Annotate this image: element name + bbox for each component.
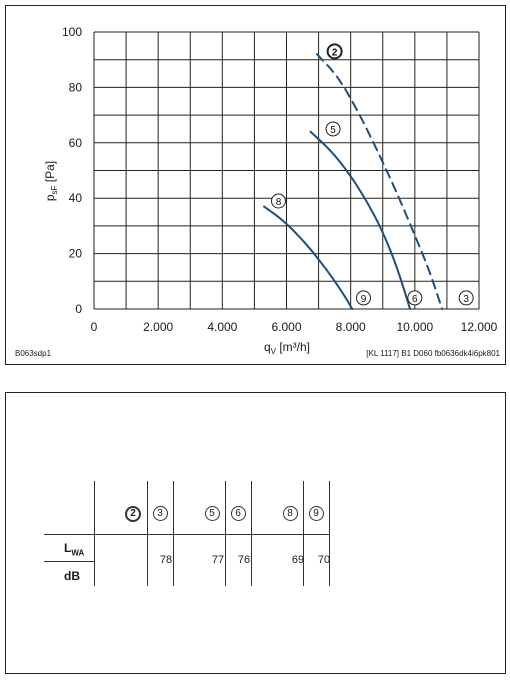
curve-label-text: 8 bbox=[275, 196, 282, 208]
table-header-2 bbox=[125, 503, 141, 522]
curve-label-2 bbox=[328, 44, 342, 58]
x-tick-label: 6.000 bbox=[271, 320, 302, 334]
axis-ticks bbox=[62, 25, 498, 334]
x-tick-label: 8.000 bbox=[335, 320, 366, 334]
curve-5 bbox=[311, 132, 410, 309]
curve-label-6 bbox=[408, 291, 422, 305]
curve-label-text: 3 bbox=[463, 293, 469, 305]
table-header-6 bbox=[230, 503, 246, 521]
table-header-3 bbox=[152, 503, 168, 521]
x-tick-label: 10.000 bbox=[396, 320, 434, 334]
curve-labels bbox=[271, 44, 473, 305]
curve-label-9 bbox=[357, 291, 371, 305]
table-value: 77 bbox=[211, 554, 225, 566]
chart-panel bbox=[5, 5, 506, 365]
grid-lines bbox=[94, 32, 479, 309]
curve-label-3 bbox=[459, 291, 473, 305]
noise-table-panel bbox=[5, 392, 506, 674]
y-axis-label: $p_{sF}$ [Pa] bbox=[43, 160, 59, 202]
y-tick-label: 80 bbox=[68, 80, 82, 95]
header-circle-label: 2 bbox=[125, 506, 141, 522]
y-tick-label: 100 bbox=[61, 25, 82, 39]
footer-left-code: B063sdp1 bbox=[15, 349, 52, 358]
y-tick-label: 0 bbox=[75, 302, 82, 316]
x-tick-label: 2.000 bbox=[143, 320, 174, 334]
table-header-9 bbox=[308, 503, 324, 521]
x-tick-label: 4.000 bbox=[207, 320, 238, 334]
header-circle-label: 3 bbox=[153, 506, 168, 521]
table-header-5 bbox=[204, 503, 220, 521]
x-tick-label: 0 bbox=[90, 320, 98, 334]
table-value: 70 bbox=[317, 554, 331, 566]
y-tick-label: 20 bbox=[68, 246, 82, 261]
table-header-8 bbox=[282, 503, 298, 521]
header-circle-label: 8 bbox=[283, 506, 298, 521]
curve-label-8 bbox=[271, 194, 285, 208]
x-axis-label: $q_V$ [m³/h] bbox=[263, 340, 311, 356]
row-label-lwa: $L_{WA}$ bbox=[64, 541, 85, 558]
header-circle-label: 9 bbox=[309, 506, 324, 521]
curve-label-text: 6 bbox=[412, 293, 418, 305]
curve-8 bbox=[264, 207, 352, 309]
series-layer bbox=[264, 54, 442, 309]
curve-2 bbox=[317, 54, 442, 309]
x-tick-label: 12.000 bbox=[460, 320, 498, 334]
fan-curve-chart bbox=[6, 6, 505, 364]
header-circle-label: 5 bbox=[205, 506, 220, 521]
noise-table bbox=[6, 393, 505, 673]
curve-label-5 bbox=[326, 122, 340, 136]
table-hline-label bbox=[44, 561, 94, 562]
footer-right-code: [KL 1117] B1 D060 fb0636dk4i6pk801 bbox=[366, 349, 500, 358]
header-circle-label: 6 bbox=[231, 506, 246, 521]
table-hline bbox=[44, 534, 330, 535]
row-unit-db: dB bbox=[64, 569, 80, 583]
y-tick-label: 60 bbox=[68, 135, 82, 150]
curve-label-text: 9 bbox=[360, 293, 367, 305]
table-value: 78 bbox=[159, 554, 173, 566]
curve-label-text: 5 bbox=[330, 124, 336, 136]
y-tick-label: 40 bbox=[68, 191, 82, 206]
table-value: 76 bbox=[237, 554, 251, 566]
curve-label-text: 2 bbox=[331, 47, 338, 59]
table-value: 69 bbox=[291, 554, 305, 566]
